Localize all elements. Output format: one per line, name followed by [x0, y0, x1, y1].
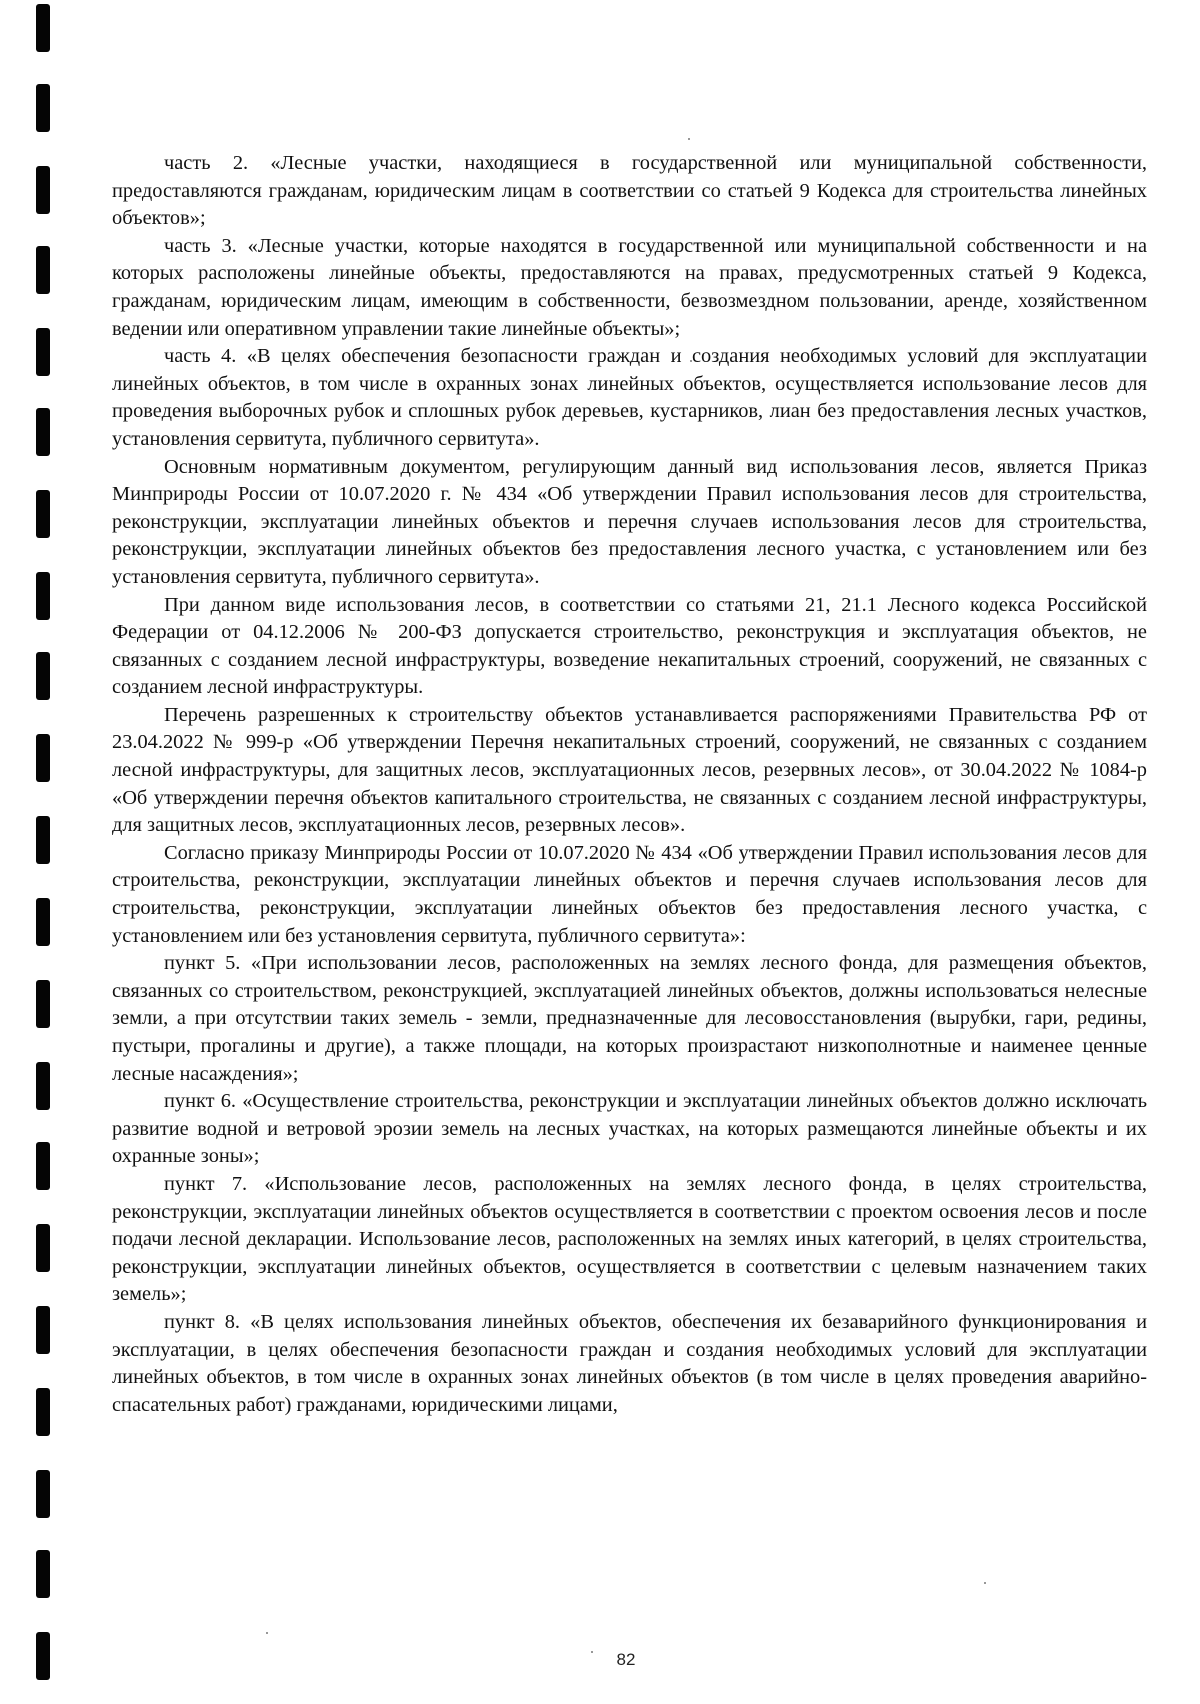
- binding-hole: [36, 246, 50, 294]
- binding-hole: [36, 1306, 50, 1354]
- binding-hole: [36, 490, 50, 538]
- paragraph: Основным нормативным документом, регулирующим данный вид использования лесов, является Приказ Минприроды России от 10.07.2020 г. № 434 «Об утверждении Правил использования лесов для строительства, реконструкции, эксплуатации линейных объектов и перечня случаев использования лесов для строительства, реконструкции, эксплуатации линейных объектов без предоставления лесного участка, с установлением или без установления сервитута, публичного сервитута».: [112, 455, 1147, 588]
- binding-hole: [36, 572, 50, 620]
- page-number: 82: [616, 1650, 636, 1669]
- paragraph: часть 4. «В целях обеспечения безопасности граждан и создания необходимых условий для эксплуатации линейных объектов, в том числе в охранных зонах линейных объектов, осуществляется использование лесов для проведения выборочных рубок и сплошных рубок деревьев, кустарников, лиан без предоставления лесных участков, установления сервитута, публичного сервитута».: [112, 345, 1147, 450]
- scan-speck: [266, 1632, 268, 1634]
- paragraph: часть 3. «Лесные участки, которые находятся в государственной или муниципальной собственности и на которых расположены линейные объекты, предоставляются на правах, предусмотренных статьей 9 Кодекса, гражданам, юридическим лицам, имеющим в собственности, безвозмездном пользовании, аренде, хозяйственном ведении или оперативном управлении такие линейные объекты»;: [112, 234, 1147, 340]
- binding-hole: [36, 1470, 50, 1518]
- binding-hole: [36, 816, 50, 864]
- paragraph: пункт 5. «При использовании лесов, расположенных на землях лесного фонда, для размещения объектов, связанных со строительством, реконструкцией, эксплуатацией линейных объектов, должны использоваться нелесные земли, а при отсутствии таких земель - земли, предназначенные для лесовосстановления (вырубки, гари, редины, пустыри, прогалины и другие), а также площади, на которых произрастают низкополнотные и наименее ценные лесные насаждения»;: [112, 952, 1147, 1085]
- paragraph: пункт 6. «Осуществление строительства, реконструкции и эксплуатации линейных объектов должно исключать развитие водной и ветровой эрозии земель на лесных участках, на которых размещаются линейные объекты и их охранные зоны»;: [112, 1090, 1147, 1168]
- binding-hole: [36, 1062, 50, 1110]
- paragraph: При данном виде использования лесов, в соответствии со статьями 21, 21.1 Лесного кодекса Российской Федерации от 04.12.2006 № 200-ФЗ допускается строительство, реконструкция и эксплуатация объектов, не связанных с созданием лесной инфраструктуры, возведение некапитальных строений, сооружений, не связанных с созданием лесной инфраструктуры.: [112, 593, 1147, 699]
- binding-hole: [36, 1142, 50, 1190]
- scan-speck: [984, 1582, 986, 1584]
- binding-hole: [36, 84, 50, 132]
- binding-hole: [36, 652, 50, 700]
- document-body: [112, 150, 1147, 1419]
- paragraph: Перечень разрешенных к строительству объектов устанавливается распоряжениями Правительства РФ от 23.04.2022 № 999-р «Об утверждении Перечня некапитальных строений, сооружений, не связанных с созданием лесной инфраструктуры, для защитных лесов, эксплуатационных лесов, резервных лесов», от 30.04.2022 № 1084-р «Об утверждении перечня объектов капитального строительства, не связанных с созданием лесной инфраструктуры, для защитных лесов, эксплуатационных лесов, резервных лесов».: [112, 703, 1147, 837]
- binding-hole: [36, 898, 50, 946]
- paragraph: пункт 8. «В целях использования линейных объектов, обеспечения их безаварийного функционирования и эксплуатации, в целях обеспечения безопасности граждан и создания необходимых условий для эксплуатации линейных объектов, в том числе в охранных зонах линейных объектов (в том числе в целях проведения аварийно-спасательных работ) гражданами, юридическими лицами,: [112, 1310, 1147, 1416]
- paragraph: пункт 7. «Использование лесов, расположенных на землях лесного фонда, в целях строительства, реконструкции, эксплуатации линейных объектов осуществляется в соответствии с проектом освоения лесов и после подачи лесной декларации. Использование лесов, расположенных на землях иных категорий, в целях строительства, реконструкции, эксплуатации линейных объектов, осуществляется в соответствии с целевым назначением таких земель»;: [112, 1172, 1147, 1306]
- binding-hole: [36, 980, 50, 1028]
- scan-speck: [688, 138, 690, 140]
- paragraph: Согласно приказу Минприроды России от 10.07.2020 № 434 «Об утверждении Правил использования лесов для строительства, реконструкции, эксплуатации линейных объектов и перечня случаев использования лесов для строительства, реконструкции, эксплуатации линейных объектов без предоставления лесного участка, с установлением или без установления сервитута, публичного сервитута»:: [112, 841, 1147, 947]
- binding-holes: [0, 0, 60, 1704]
- binding-hole: [36, 1550, 50, 1598]
- paragraph: часть 2. «Лесные участки, находящиеся в государственной или муниципальной собственности, предоставляются гражданам, юридическим лицам в соответствии со статьей 9 Кодекса для строительства линейных объектов»;: [112, 152, 1147, 230]
- binding-hole: [36, 328, 50, 376]
- binding-hole: [36, 166, 50, 214]
- binding-hole: [36, 1388, 50, 1436]
- binding-hole: [36, 1224, 50, 1272]
- binding-hole: [36, 4, 50, 52]
- binding-hole: [36, 734, 50, 782]
- binding-hole: [36, 408, 50, 456]
